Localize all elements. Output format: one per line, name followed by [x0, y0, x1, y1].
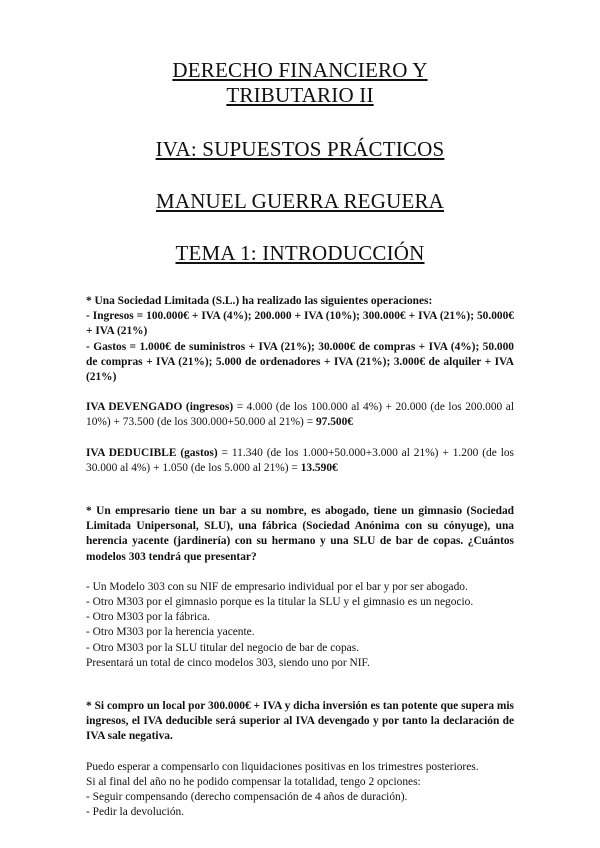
title-block [0, 58, 600, 266]
author-name: MANUEL GUERRA REGUERA [155, 189, 445, 213]
list-item: - Seguir compensando (derecho compensación de 4 años de duración). [86, 791, 408, 804]
case-2-conclusion: Presentará un total de cinco modelos 303, siendo uno por NIF. [86, 656, 370, 669]
case-1 [86, 294, 514, 476]
course-title-line-1: DERECHO FINANCIERO Y [172, 58, 428, 82]
case-1-gastos: - Gastos = 1.000€ de suministros + IVA (21%); 30.000€ de compras + IVA (4%); 50.000 de compras + IVA (21%); 5.000 de ordenadores + IVA (21%); 3.000€ de alquiler + IVA (21%) [86, 340, 514, 384]
iva-devengado-label: IVA DEVENGADO (ingresos) [86, 401, 234, 414]
case-3-statement: * Si compro un local por 300.000€ + IVA y dicha inversión es tan potente que supera mis ingresos, el IVA deducible será superior al IVA devengado y por tanto la declaración de IVA sale negativa. [86, 700, 514, 743]
list-item: - Otro M303 por la SLU titular del negocio de bar de copas. [86, 641, 359, 654]
document-body [86, 294, 514, 820]
document-subtitle: IVA: SUPUESTOS PRÁCTICOS [155, 137, 445, 161]
course-title-line-2: TRIBUTARIO II [226, 83, 374, 107]
iva-devengado-calc: = 4.000 (de los 100.000 al 4%) + 20.000 (de los 200.000 al 10%) + 73.500 (de los 300.000+50.000 al 21%) = [86, 401, 515, 429]
iva-deducible-label: IVA DEDUCIBLE (gastos) [86, 446, 218, 459]
case-3-line-1: Puedo esperar a compensarlo con liquidaciones positivas en los trimestres posteriores. [86, 760, 479, 773]
case-1-ingresos: - Ingresos = 100.000€ + IVA (4%); 200.000 + IVA (10%); 300.000€ + IVA (21%); 50.000€ + IVA (21%) [86, 310, 514, 338]
list-item: - Un Modelo 303 con su NIF de empresario individual por el bar y por ser abogado. [86, 580, 468, 593]
iva-deducible-calc: = 11.340 (de los 1.000+50.000+3.000 al 21%) + 1.200 (de los 30.000 al 4%) + 1.050 (de los 5.000 al 21%) = [86, 446, 514, 474]
case-2-statement: * Un empresario tiene un bar a su nombre, es abogado, tiene un gimnasio (Sociedad Limitada Unipersonal, SLU), una fábrica (Sociedad Anónima con su cónyuge), una herencia yacente (jardinería) con su hermano y una SLU de bar de copas. ¿Cuántos modelos 303 tendrá que presentar? [86, 505, 514, 563]
list-item: - Otro M303 por la herencia yacente. [86, 626, 255, 639]
iva-devengado-paragraph [86, 400, 514, 430]
iva-devengado-result: 97.500€ [315, 416, 354, 429]
case-1-statement: * Una Sociedad Limitada (S.L.) ha realizado las siguientes operaciones: [86, 295, 433, 307]
iva-deducible-result: 13.590€ [300, 461, 338, 474]
case-3-line-2: Si al final del año no he podido compensar la totalidad, tengo 2 opciones: [86, 775, 421, 788]
iva-deducible-paragraph [86, 446, 514, 476]
list-item: - Otro M303 por el gimnasio porque es la titular la SLU y el gimnasio es un negocio. [86, 596, 474, 609]
topic-heading: TEMA 1: INTRODUCCIÓN [175, 241, 425, 265]
case-3 [86, 699, 514, 820]
list-item: - Otro M303 por la fábrica. [86, 611, 210, 624]
list-item: - Pedir la devolución. [86, 806, 185, 819]
case-2 [86, 504, 514, 671]
